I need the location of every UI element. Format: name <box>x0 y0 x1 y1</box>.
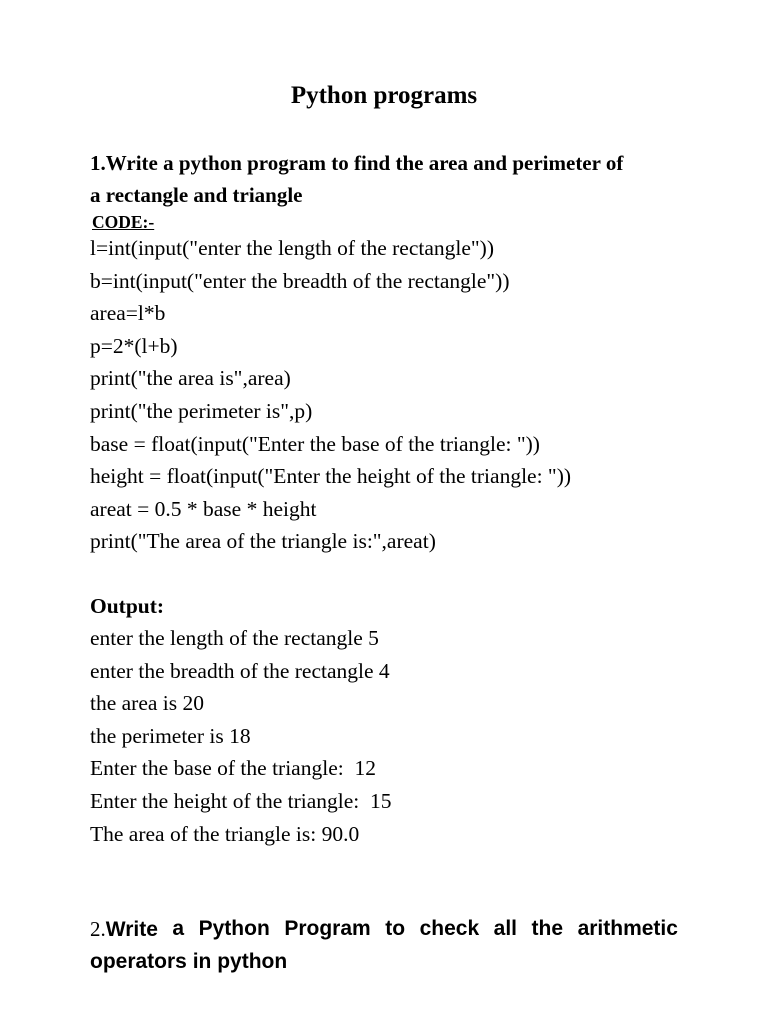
question-2-first-word <box>90 913 158 946</box>
output-line: The area of the triangle is: 90.0 <box>90 821 360 846</box>
code-line: print("the perimeter is",p) <box>90 398 313 423</box>
question-1 <box>90 147 690 211</box>
code-line: print("the area is",area) <box>90 366 291 391</box>
code-line: area=l*b <box>90 301 166 326</box>
output-heading: Output: <box>90 594 165 618</box>
code-line: areat = 0.5 * base * height <box>90 496 317 521</box>
output-line: Enter the height of the triangle: 15 <box>90 788 392 813</box>
question-2-word: Write <box>105 918 158 941</box>
question-2-number: 2. <box>90 917 106 941</box>
code-heading: CODE:- <box>92 212 155 232</box>
code-line: height = float(input("Enter the height of the triangle: ")) <box>90 464 572 489</box>
question-1-line-1: 1.Write a python program to find the area and perimeter of <box>90 151 624 175</box>
output-line: the area is 20 <box>90 691 205 716</box>
code-line: p=2*(l+b) <box>90 333 178 358</box>
code-line: print("The area of the triangle is:",areat) <box>90 529 436 554</box>
output-block <box>90 622 392 850</box>
question-2 <box>90 913 678 978</box>
question-2-word: Program <box>284 917 371 940</box>
code-line: b=int(input("enter the breadth of the rectangle")) <box>90 268 510 293</box>
question-2-word: arithmetic <box>577 917 678 940</box>
question-2-word: Python <box>198 917 270 940</box>
output-line: the perimeter is 18 <box>90 723 251 748</box>
output-line: enter the breadth of the rectangle 4 <box>90 658 390 683</box>
question-2-word: to <box>385 917 406 940</box>
question-2-word: check <box>419 917 480 940</box>
output-line: enter the length of the rectangle 5 <box>90 626 379 650</box>
question-2-line-2: operators in python <box>90 950 288 973</box>
output-line: Enter the base of the triangle: 12 <box>90 756 376 781</box>
question-2-word: all <box>493 917 518 940</box>
question-1-line-2: a rectangle and triangle <box>90 183 303 207</box>
code-line: base = float(input("Enter the base of the triangle: ")) <box>90 431 540 456</box>
question-2-word: the <box>531 917 564 940</box>
page-title: Python programs <box>290 82 478 109</box>
code-block <box>90 232 571 558</box>
code-line: l=int(input("enter the length of the rectangle")) <box>90 236 494 260</box>
question-2-line-1 <box>90 913 678 946</box>
question-2-word: a <box>172 917 185 940</box>
